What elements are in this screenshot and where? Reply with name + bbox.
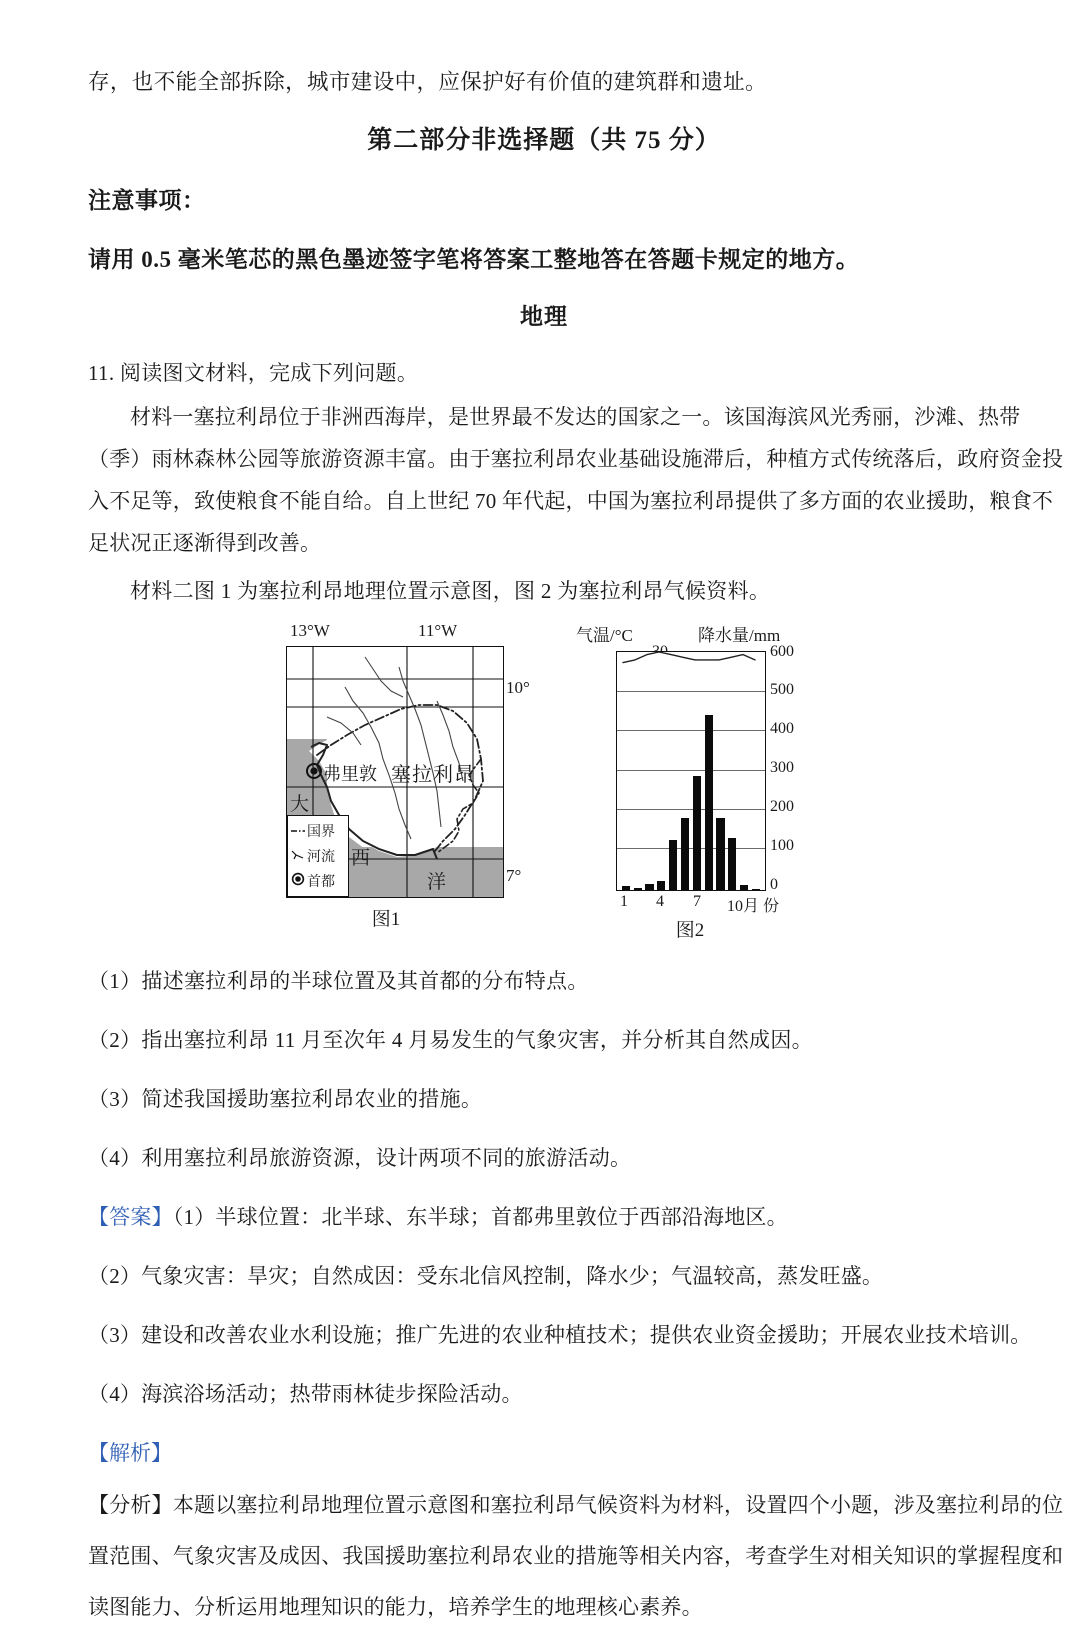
- bar-month-8: [705, 715, 713, 890]
- bar-month-1: [622, 886, 630, 889]
- xtick-7: 7: [693, 892, 701, 910]
- latitude-label-7: 7°: [506, 865, 522, 885]
- answer-text-1: （1）半球位置：北半球、东半球；首都弗里敦位于西部沿海地区。: [172, 1204, 788, 1229]
- ytick-right-0: 600: [770, 642, 794, 660]
- latitude-label-10: 10°: [506, 677, 530, 697]
- material-one: [88, 404, 1064, 555]
- map-legend: [287, 815, 349, 897]
- bar-month-12: [752, 889, 760, 890]
- ytick-right-2: 400: [770, 719, 794, 737]
- border-line-icon: [291, 822, 305, 840]
- answer-line-3: （3）建设和改善农业水利设施；推广先进的农业种植技术；提供农业资金援助；开展农业技术培训。: [88, 1322, 1032, 1347]
- bar-month-10: [728, 838, 736, 890]
- answer-tag: 【答案】: [88, 1204, 173, 1229]
- material-one-line-2: （季）雨林森林公园等旅游资源丰富。由于塞拉利昂农业基础设施滞后，种植方式传统落后，政府资金投: [88, 446, 1064, 471]
- ytick-right-4: 200: [770, 797, 794, 815]
- map-caption: 图1: [371, 908, 401, 930]
- xtick-10: 10月 份: [727, 897, 780, 915]
- capital-dot-icon: [291, 872, 305, 891]
- page-content: [88, 70, 1064, 1648]
- map-frame: [286, 646, 504, 898]
- explanation-tag: 【解析】: [88, 1440, 172, 1465]
- material-two: 材料二图 1 为塞拉利昂地理位置示意图，图 2 为塞拉利昂气候资料。: [130, 578, 771, 603]
- chart-plot-area: [616, 651, 766, 891]
- analysis-line-2: 置范围、气象灾害及成因、我国援助塞拉利昂农业的措施等相关内容，考查学生对相关知识的掌握程度和: [88, 1543, 1064, 1568]
- precip-bars: [617, 652, 765, 890]
- map-longitude-labels: [278, 621, 516, 645]
- sub-question-4: （4）利用塞拉利昂旅游资源，设计两项不同的旅游活动。: [88, 1145, 632, 1170]
- capital-name: 弗里敦: [323, 763, 377, 784]
- xtick-4: 4: [656, 892, 664, 910]
- answer-block: [88, 1201, 1032, 1408]
- bar-month-3: [645, 884, 653, 890]
- country-name: 塞拉利昂: [391, 763, 475, 786]
- explanation-tag-line: [88, 1437, 1000, 1467]
- analysis-tag: 【分析】: [88, 1492, 173, 1517]
- bar-month-4: [657, 881, 665, 890]
- bar-month-7: [693, 776, 701, 889]
- legend-label-border: 国界: [307, 825, 335, 840]
- ocean-label-xi: 西: [351, 847, 371, 869]
- analysis-block: [88, 1492, 1064, 1619]
- map-capital-label: [323, 760, 377, 786]
- bar-month-9: [716, 818, 724, 889]
- ytick-right-5: 100: [770, 836, 794, 854]
- answer-line-2: （2）气象灾害：旱灾；自然成因：受东北信风控制，降水少；气温较高，蒸发旺盛。: [88, 1263, 884, 1288]
- figures-row: [88, 621, 1000, 939]
- sub-question-list: [88, 965, 1000, 1172]
- ocean-label-da: 大: [290, 793, 310, 815]
- analysis-line-1: [88, 1492, 1064, 1517]
- xtick-1: 1: [620, 892, 628, 910]
- legend-row-river: [291, 844, 346, 869]
- material-one-line-3: 入不足等，致使粮食不能自给。自上世纪 70 年代起，中国为塞拉利昂提供了多方面的农业援助，粮食不: [88, 488, 1054, 513]
- legend-label-river: 河流: [307, 850, 335, 865]
- subject-title: 地理: [520, 303, 568, 329]
- continued-text: 存，也不能全部拆除，城市建设中，应保护好有价值的建筑群和遗址。: [88, 70, 767, 94]
- ocean-label-yang: 洋: [427, 871, 447, 893]
- bar-month-5: [669, 840, 677, 890]
- longitude-label-13w: 13°W: [290, 620, 330, 640]
- chart-caption: 图2: [675, 919, 705, 941]
- answer-line-1: [88, 1201, 1000, 1231]
- legend-row-capital: [291, 869, 346, 894]
- bar-month-11: [740, 885, 748, 890]
- sub-question-2: （2）指出塞拉利昂 11 月至次年 4 月易发生的气象灾害，并分析其自然成因。: [88, 1027, 813, 1052]
- map-country-label: [391, 758, 475, 787]
- chart-left-axis-title: 气温/°C: [576, 625, 633, 645]
- analysis-text-1: 本题以塞拉利昂地理位置示意图和塞拉利昂气候资料为材料，设置四个小题，涉及塞拉利昂的位: [172, 1492, 1064, 1517]
- figure-chart: [570, 621, 820, 941]
- section-title: 第二部分非选择题（共 75 分）: [367, 126, 721, 154]
- analysis-line-3: 读图能力、分析运用地理知识的能力，培养学生的地理核心素养。: [88, 1594, 703, 1619]
- notice-label: 注意事项：: [88, 187, 206, 213]
- legend-label-capital: 首都: [307, 875, 335, 890]
- material-one-line-1: 材料一塞拉利昂位于非洲西海岸，是世界最不发达的国家之一。该国海滨风光秀丽，沙滩、热带: [130, 404, 1021, 429]
- notice-body: 请用 0.5 毫米笔芯的黑色墨迹签字笔将答案工整地答在答题卡规定的地方。: [88, 246, 860, 272]
- river-line-icon: [291, 847, 305, 865]
- chart-right-axis-title: 降水量/mm: [698, 625, 781, 645]
- material-one-line-4: 足状况正逐渐得到改善。: [88, 530, 322, 555]
- question-number-line: 11. 阅读图文材料，完成下列问题。: [88, 360, 419, 385]
- ytick-right-6: 0: [770, 875, 778, 893]
- ytick-right-3: 300: [770, 758, 794, 776]
- figure-map: [278, 620, 530, 933]
- legend-row-border: [291, 819, 346, 844]
- bar-month-2: [634, 888, 642, 890]
- bar-month-6: [681, 818, 689, 889]
- longitude-label-11w: 11°W: [418, 620, 458, 640]
- ytick-right-1: 500: [770, 680, 794, 698]
- answer-line-4: （4）海滨浴场活动；热带雨林徒步探险活动。: [88, 1381, 523, 1406]
- sub-question-3: （3）简述我国援助塞拉利昂农业的措施。: [88, 1086, 483, 1111]
- sub-question-1: （1）描述塞拉利昂的半球位置及其首都的分布特点。: [88, 968, 589, 993]
